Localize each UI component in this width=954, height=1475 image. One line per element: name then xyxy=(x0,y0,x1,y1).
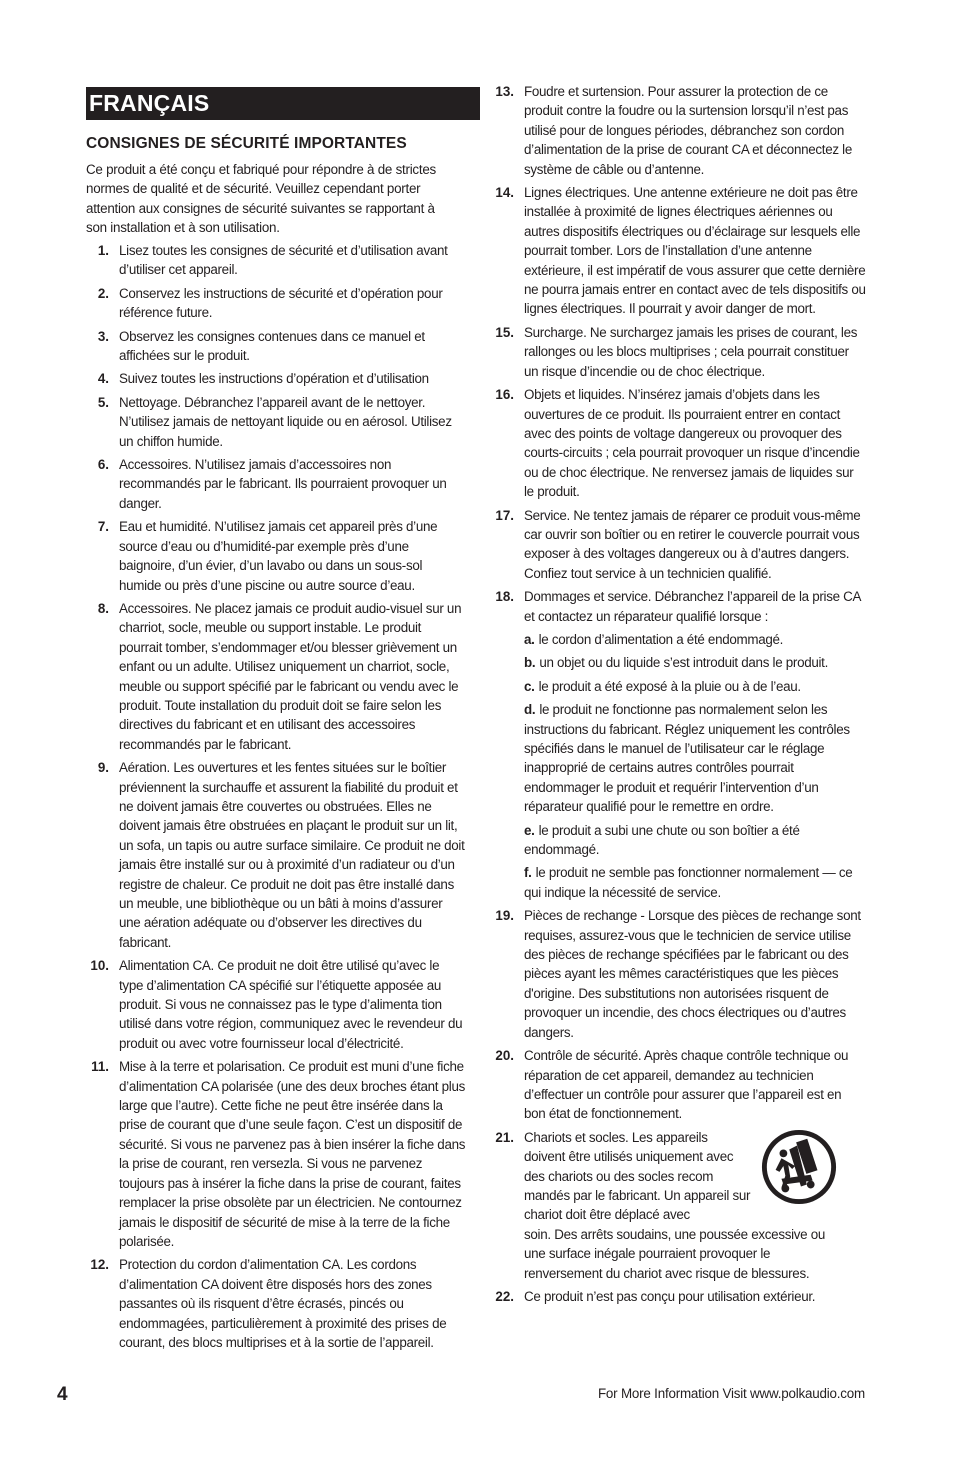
section-title: CONSIGNES DE SÉCURITÉ IMPORTANTES xyxy=(86,135,407,152)
item-number: 12. xyxy=(90,1257,109,1273)
item-text: Objets et liquides. N’insérez jamais d’objets dans les ouvertures de ce produit. Ils pourraient entrer en contact avec des points de voltage dangereux ou provoquer des courts-circuits ; cela pourrait provoquer un risque d’incendie ou de choc électrique. Ne renversez jamais de liquides sur le produit. xyxy=(524,387,860,500)
item-text: Protection du cordon d’alimentation CA. Les cordons d’alimentation CA doivent être disposés hors des zones passantes où ils risquent d’être écrasés, pincés ou endommagées, particulièrement à proximité des prises de courant, des blocs multiprises et à la sortie de l’appareil. xyxy=(119,1257,447,1350)
safety-list-left xyxy=(86,241,466,1356)
list-item xyxy=(494,183,866,319)
list-item xyxy=(86,956,466,1053)
sub-item-text: le produit ne fonctionne pas normalement selon les instructions du fabricant. Réglez uniquement les contrôles spécifiés dans le manuel de l’utilisateur car le réglage inapproprié de certains autres contrôles pourrait endommager le produit et requérir l’intervention d’un réparateur qualifié pour le remettre en ordre. xyxy=(524,702,850,815)
list-item xyxy=(86,455,466,513)
item-text: Ce produit n’est pas conçu pour utilisation extérieur. xyxy=(524,1288,816,1304)
list-item xyxy=(86,241,466,280)
item-number: 6. xyxy=(97,457,109,473)
list-item xyxy=(86,758,466,952)
list-item xyxy=(494,506,866,584)
list-item xyxy=(86,284,466,323)
item-number: 20. xyxy=(495,1048,514,1064)
item-text: Contrôle de sécurité. Après chaque contrôle technique ou réparation de cet appareil, demandez au technicien d’effectuer un contrôle pour assurer que l’appareil est en bon état de fonctionnement. xyxy=(524,1048,849,1122)
list-item xyxy=(86,1255,466,1352)
item-text: Surcharge. Ne surchargez jamais les prises de courant, les rallonges ou les blocs multiprises ; cela pourrait constituer un risque d’incendie ou de choc électrique. xyxy=(524,324,858,379)
sub-item xyxy=(524,700,866,816)
sub-item-letter: a. xyxy=(524,631,535,647)
page-number: 4 xyxy=(57,1384,68,1405)
item-text: Nettoyage. Débranchez l’appareil avant de le nettoyer. N’utilisez jamais de nettoyant liquide ou en aérosol. Utilisez un chiffon humide. xyxy=(119,394,452,449)
sub-item xyxy=(524,630,866,649)
sub-item xyxy=(524,821,866,860)
list-item xyxy=(494,323,866,381)
item-number: 7. xyxy=(97,519,109,535)
item-number: 11. xyxy=(91,1059,109,1075)
list-item xyxy=(494,82,866,179)
list-item xyxy=(494,587,866,902)
item-text-continued: soin. Des arrêts soudains, une poussée excessive ou une surface inégale pourraient provoquer le renversement du chariot avec risque de blessures. xyxy=(524,1226,826,1281)
item-number: 18. xyxy=(495,589,514,605)
list-item xyxy=(494,1128,866,1283)
list-item xyxy=(86,1057,466,1251)
sub-item xyxy=(524,653,866,672)
item-text: Lisez toutes les consignes de sécurité et d’utilisation avant d’utiliser cet appareil. xyxy=(119,243,448,278)
item-text: Dommages et service. Débranchez l’appareil de la prise CA et contactez un réparateur qualifié lorsque : xyxy=(524,589,861,624)
sub-item-letter: c. xyxy=(524,678,535,694)
cart-tip-over-warning-icon xyxy=(760,1128,838,1206)
list-item xyxy=(494,1046,866,1124)
item-number: 2. xyxy=(97,285,109,301)
language-header: FRANÇAIS xyxy=(86,87,480,120)
sub-item-text: un objet ou du liquide s’est introduit dans le produit. xyxy=(539,655,829,671)
item-body xyxy=(524,1128,866,1283)
item-number: 3. xyxy=(97,328,109,344)
list-item xyxy=(494,1287,866,1306)
item-number: 13. xyxy=(495,84,514,99)
list-item xyxy=(86,599,466,754)
sub-item-text: le produit a été exposé à la pluie ou à de l’eau. xyxy=(538,678,801,694)
item-number: 4. xyxy=(97,371,109,387)
footer-info: For More Information Visit www.polkaudio.com xyxy=(597,1386,865,1401)
sub-item-text: le cordon d’alimentation a été endommagé. xyxy=(538,631,784,647)
item-number: 14. xyxy=(495,185,514,201)
item-text: Pièces de rechange - Lorsque des pièces de rechange sont requises, assurez-vous que le technicien de service utilise des pièces de rechange spécifiées par le fabricant ou des pièces ayant les mêmes caractéristiques que les pièces d'origine. Des substitutions non autorisées risquent de provoquer un incendie, des chocs électriques ou d’autres dangers. xyxy=(524,908,861,1040)
item-number: 5. xyxy=(97,394,109,410)
item-text: Observez les consignes contenues dans ce manuel et affichées sur le produit. xyxy=(119,328,425,364)
item-number: 9. xyxy=(97,760,109,776)
sub-item-text: le produit a subi une chute ou son boîtier a été endommagé. xyxy=(524,822,800,858)
item-text: Foudre et surtension. Pour assurer la protection de ce produit contre la foudre ou la surtension lorsqu’il n’est pas utilisé pour de longues périodes, débranchez son cordon d’alimentation de la prise de courant CA et déconnectez le système de câble ou d’antenne. xyxy=(524,84,852,177)
item-text: Eau et humidité. N’utilisez jamais cet appareil près d’une source d’eau ou d’humidité-par exemple près d’une baignoire, d’un évier, d’un lavabo ou dans un sous-sol humide ou près d’une piscine ou autre source d’eau. xyxy=(119,519,438,593)
item-text: Aération. Les ouvertures et les fentes situées sur le boîtier préviennent la surchauffe et assurent la fiabilité du produit et ne doivent jamais être couvertes ou obstruées. Elles ne doivent jamais être obstruées en plaçant le produit sur un lit, un sofa, un tapis ou autre surface similaire. Ce produit ne doit jamais être installé sur ou à proximité d’un radiateur ou d’un registre de chaleur. Ce produit ne doit pas être installé dans un meuble, une bibliothèque ou un bâti à moins d’assurer une aération adéquate ou d’observer les directives du fabricant. xyxy=(119,760,465,950)
item-number: 15. xyxy=(495,324,514,340)
item-number: 22. xyxy=(495,1288,514,1304)
item-text: Accessoires. N’utilisez jamais d’accessoires non recommandés par le fabricant. Ils pourraient provoquer un danger. xyxy=(119,457,447,511)
item-number: 17. xyxy=(495,507,514,523)
list-item xyxy=(86,517,466,595)
item-number: 8. xyxy=(97,600,109,616)
list-item xyxy=(86,327,466,366)
item-text: Lignes électriques. Une antenne extérieure ne doit pas être installée à proximité de lignes électriques aériennes ou autres dispositifs électriques ou d’éclairage sur lesquels elle pourrait tomber. Lors de l’installation d’une antenne extérieure, il est impératif de vous assurer que cette dernière ne pourra jamais entrer en contact avec de tels dispositifs ou lignes électriques. Il pourrait y avoir danger de mort. xyxy=(524,185,866,317)
item-text: Conservez les instructions de sécurité et d’opération pour référence future. xyxy=(119,285,443,321)
list-item xyxy=(86,393,466,451)
item-text: Chariots et socles. Les appareils doivent être utilisés uniquement avec des chariots ou des socles recom mandés par le fabricant. Un appareil sur chariot doit être déplacé avec xyxy=(524,1129,751,1223)
item-number: 21. xyxy=(495,1129,514,1145)
list-item xyxy=(86,369,466,388)
item-number: 1. xyxy=(97,243,109,258)
item-text: Accessoires. Ne placez jamais ce produit audio-visuel sur un charriot, socle, meuble ou support instable. Le produit pourrait tomber, s’endommager et/ou blesser grièvement un enfant ou un adulte. Utilisez uniquement un charriot, socle, meuble ou support spécifié par le fabricant ou vendu avec le produit. Toute installation du produit doit se faire selon les directives du fabricant et en utilisant des accessoires recommandés par le fabricant. xyxy=(119,600,462,752)
safety-list-right xyxy=(494,82,866,1310)
sub-item xyxy=(524,677,866,696)
item-number: 19. xyxy=(495,908,514,924)
item-text: Mise à la terre et polarisation. Ce produit est muni d’une fiche d’alimentation CA polarisée (une des deux broches étant plus large que l’autre). Cette fiche ne peut être insérée dans la prise de courant que d’une seule façon. C’est un dispositif de sécurité. Si vous ne parvenez pas à bien insérer la fiche dans la prise de courant, ren versezla. Si vous ne parvenez toujours pas à insérer la fiche dans la prise de courant, faites remplacer la prise obsolète par un électricien. Ne contournez jamais le dispositif de sécurité de mise à la terre de la fiche polarisée. xyxy=(119,1059,466,1249)
list-item xyxy=(494,906,866,1042)
item-number: 10. xyxy=(90,958,109,974)
intro-paragraph: Ce produit a été conçu et fabriqué pour répondre à de strictes normes de qualité et de sécurité. Veuillez cependant porter attention aux consignes de sécurité suivantes se rapportant à son installation et à son utilisation. xyxy=(86,162,436,236)
sub-item xyxy=(524,863,866,902)
sub-item-letter: f. xyxy=(524,865,532,881)
sub-item-text: le produit ne semble pas fonctionner normalement — ce qui indique la nécessité de service. xyxy=(524,865,853,900)
item-text: Service. Ne tentez jamais de réparer ce produit vous-même car ouvrir son boîtier ou en retirer le couvercle pourrait vous exposer à des voltages dangereux ou à d’autres dangers. Confiez tout service à un technicien qualifié. xyxy=(524,507,861,581)
sub-item-letter: e. xyxy=(524,822,535,838)
sub-item-letter: d. xyxy=(524,702,536,718)
sub-item-letter: b. xyxy=(524,655,536,671)
item-text: Suivez toutes les instructions d’opération et d’utilisation xyxy=(119,371,429,387)
list-item xyxy=(494,385,866,501)
item-text: Alimentation CA. Ce produit ne doit être utilisé qu’avec le type d’alimentation CA spécifié sur l’étiquette apposée au produit. Si vous ne connaissez pas le type d’alimenta tion utilisé dans votre région, communiquez avec le revendeur du produit ou avec votre fournisseur local d’électricité. xyxy=(119,958,463,1051)
item-number: 16. xyxy=(495,387,514,403)
